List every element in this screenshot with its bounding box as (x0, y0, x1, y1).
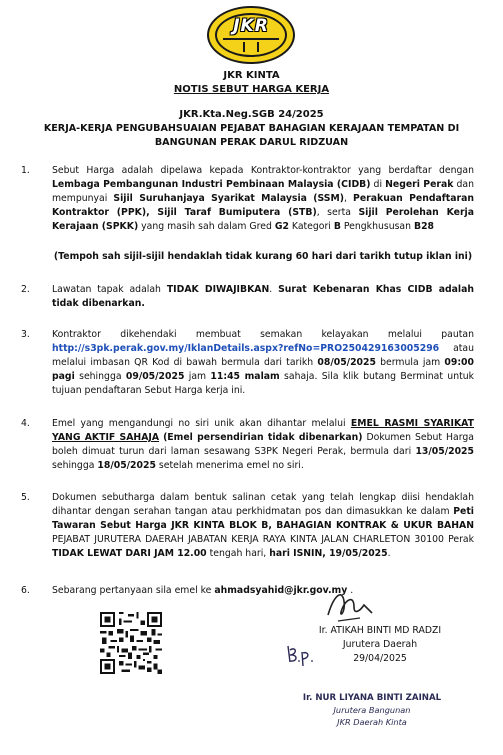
text-run: Pengkhususan (340, 221, 414, 232)
text-run: Lembaga Pembangunan Industri Pembinaan Malaysia (CIDB) (52, 179, 371, 190)
text-run: Dokumen sebutharga dalam bentuk salinan cetak yang telah lengkap diisi hendaklah dihantar dengan serahan tangan atau perkhidmatan pos dan dimasukkan ke dalam (52, 492, 474, 517)
text-run: Kontraktor dikehendaki membuat semakan kelayakan melalui pautan (52, 329, 474, 340)
text-run: Peti Tawaran Sebut Harga JKR KINTA BLOK B, BAHAGIAN KONTRAK & UKUR BAHAN (52, 506, 474, 531)
text-run: Sebut Harga adalah dipelawa kepada Kontraktor-kontraktor yang berdaftar dengan (52, 165, 474, 176)
text-run: 11:45 malam (210, 371, 280, 382)
text-run: hari ISNIN, 19/05/2025 (269, 548, 388, 559)
eligibility-link[interactable]: http://s3pk.perak.gov.my/IklanDetails.aspx?refNo=PRO250429163005296 (52, 343, 440, 354)
item-number: 5. (21, 492, 30, 503)
text-run: . (347, 585, 354, 596)
text-run: PEJABAT JURUTERA DAERAH JABATAN KERJA RAYA KINTA JALAN CHARLETON 30100 Perak (52, 534, 474, 545)
text-run: TIDAK LEWAT DARI JAM 12.00 (52, 548, 207, 559)
stamp-name: Ir. NUR LIYANA BINTI ZAINAL (302, 693, 442, 703)
text-run: bermula jam (375, 357, 445, 368)
text-run: Lawatan tapak adalah (52, 284, 167, 295)
text-run: 13/05/2025 (415, 446, 474, 457)
item-body (52, 417, 474, 473)
qr-code[interactable] (100, 612, 162, 674)
item-body (52, 328, 474, 398)
item-number: 6. (21, 585, 30, 596)
text-run: B (333, 221, 341, 232)
office-name: JKR KINTA (223, 70, 280, 81)
text-run: sehingga (52, 460, 98, 471)
text-run: Negeri Perak (385, 179, 454, 190)
text-run: Dokumen Sebut Harga boleh dimuat turun dari laman sesawang S3PK Negeri Perak, bermula dari (52, 432, 474, 457)
text-run: sahaja. Sila klik butang Berminat untuk tujuan pendaftaran Sebut Harga kerja ini. (52, 371, 475, 396)
text-run: (Emel persendirian tidak dibenarkan) (163, 432, 363, 443)
stamp-office: JKR Daerah Kinta (337, 717, 407, 727)
jkr-logo (207, 6, 295, 64)
signatory-date: 29/04/2025 (353, 653, 407, 664)
item-number: 2. (21, 284, 30, 295)
text-run: , (344, 193, 354, 204)
text-run: Perakuan Pendaftaran Kontraktor (PPK), Sijil Taraf Bumiputera (STB) (52, 193, 474, 218)
item-body (52, 283, 474, 311)
text-run: atau melalui imbasan QR Kod di bawah bermula dari tarikh (52, 343, 474, 368)
text-run: dan mempunyai (52, 179, 474, 204)
text-run: setelah menerima emel no siri. (155, 460, 304, 471)
text-run: sehingga (74, 371, 126, 382)
text-run: EMEL RASMI SYARIKAT YANG AKTIF SAHAJA (52, 418, 474, 443)
project-title-line1: KERJA-KERJA PENGUBAHSUAIAN PEJABAT BAHAGIAN KERAJAAN TEMPATAN DI (43, 123, 460, 134)
item-body (52, 164, 474, 234)
project-title-line2: BANGUNAN PERAK DARUL RIDZUAN (154, 137, 349, 148)
notice-heading: NOTIS SEBUT HARGA KERJA (173, 84, 330, 95)
text-run: , serta (316, 207, 359, 218)
signatory-position: Jurutera Daerah (342, 639, 418, 650)
text-run: Surat Kebenaran Khas CIDB adalah tidak dibenarkan. (52, 284, 474, 309)
text-run: . (269, 284, 279, 295)
text-run: 09/05/2025 (125, 371, 185, 382)
text-run: G2 (274, 221, 289, 232)
text-run: Sijil Suruhanjaya Syarikat Malaysia (SSM) (113, 193, 344, 204)
text-run: 18/05/2025 (97, 460, 156, 471)
text-run: Emel yang mengandungi no siri unik akan dihantar melalui (52, 418, 351, 429)
text-run: yang masih sah dalam Gred (138, 221, 275, 232)
text-run: TIDAK DIWAJIBKAN (166, 284, 270, 295)
text-run: 08/05/2025 (317, 357, 376, 368)
text-run: tengah hari, (206, 548, 270, 559)
text-run: . (387, 548, 391, 559)
stamp-position: Jurutera Bangunan (333, 705, 411, 715)
text-run: B28 (413, 221, 435, 232)
text-run: 09:00 pagi (52, 357, 474, 382)
text-run: Sijil Perolehan Kerja Kerajaan (SPKK) (52, 207, 475, 232)
text-run: ahmadsyahid@jkr.gov.my (214, 585, 348, 596)
text-run: Sebarang pertanyaan sila emel ke (52, 585, 215, 596)
item-number: 1. (21, 165, 30, 176)
item-number: 3. (21, 329, 30, 340)
item-number: 4. (21, 418, 30, 429)
item-body (52, 491, 474, 561)
validity-note: (Tempoh sah sijil-sijil hendaklah tidak kurang 60 hari dari tarikh tutup iklan ini) (53, 251, 473, 262)
signature-drawing (320, 585, 380, 625)
text-run: Kategori (288, 221, 334, 232)
reference-number: JKR.Kta.Neg.SGB 24/2025 (179, 109, 324, 120)
jkr-logo-text: JKR (233, 16, 269, 36)
item-body (52, 584, 474, 598)
text-run: jam (184, 371, 211, 382)
signatory-name: Ir. ATIKAH BINTI MD RADZI (318, 625, 442, 636)
text-run: di (370, 179, 386, 190)
